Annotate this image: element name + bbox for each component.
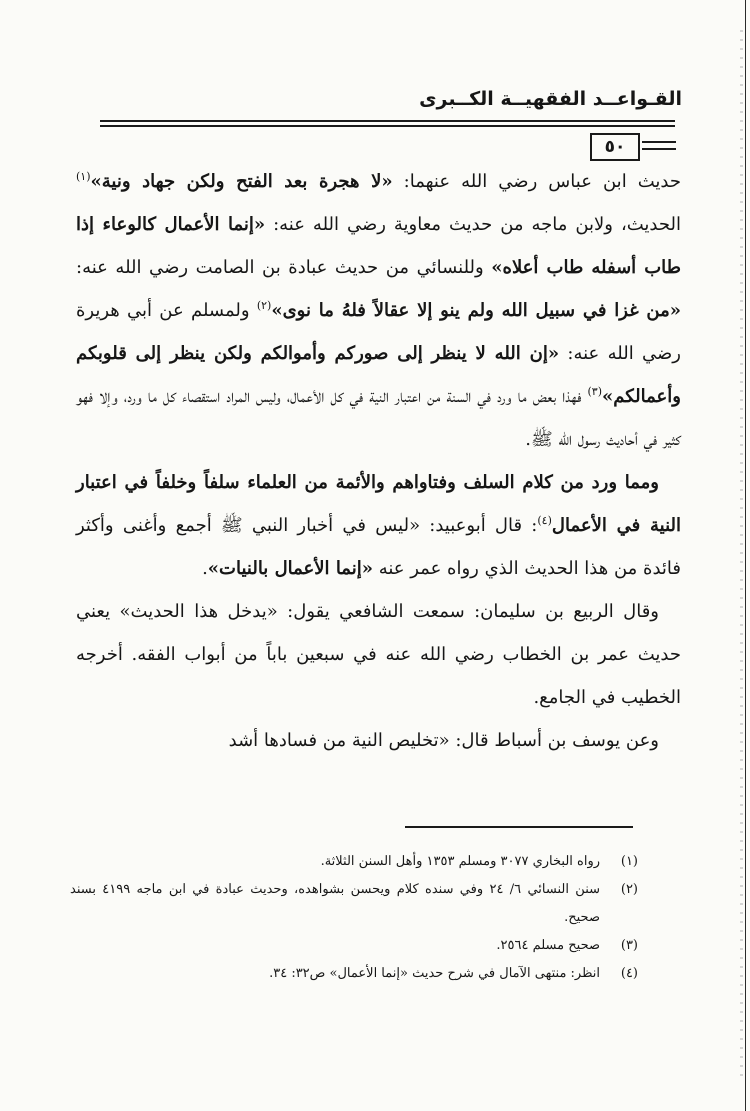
bold-lead: ومما ورد من كلام السلف وفتاواهم والأئمة من العلماء سلفاً وخلفاً في اعتبار النية في الأعمال [76,472,681,536]
hadith-quote: «من غزا في سبيل الله ولم ينو إلا عقالاً فلهُ ما نوى» [271,300,682,321]
footnote-ref: (٤) [537,514,552,527]
footnote-text: صحيح مسلم ٢٥٦٤. [496,938,600,953]
footnote-ref: (٢) [256,299,272,312]
footnote-text: سنن النسائي ٦/ ٢٤ وفي سنده كلام ويحسن بشواهده، وحديث عبادة في ابن ماجه ٤١٩٩ بسند صحيح. [70,882,601,925]
page-edge-line [745,0,746,1111]
footnote-number: (٤) [620,966,638,981]
footnote-item [70,876,638,932]
hadith-quote: «إن الله لا ينظر إلى صوركم وأموالكم ولكن ينظر إلى قلوبكم وأعمالكم» [76,343,681,407]
footnote-text: انظر: منتهى الآمال في شرح حديث «إنما الأعمال» ص٣٢: ٣٤. [269,966,600,981]
header-rule-top [100,120,675,122]
paragraph-shafii: وقال الربيع بن سليمان: سمعت الشافعي يقول: «يدخل هذا الحديث» يعني حديث عمر بن الخطاب رضي الله عنه في سبعين باباً من أبواب الفقه. أخرجه الخطيب في الجامع. [76,601,681,708]
hadith-quote: «لا هجرة بعد الفتح ولكن جهاد ونية» [90,171,393,192]
footnote-item [70,960,638,988]
paragraph-hadith-citations: حديث ابن عباس رضي الله عنهما: «لا هجرة بعد الفتح ولكن جهاد ونية»$^{(١)}$ الحديث، ولابن ماجه من حديث معاوية رضي الله عنه: «إنما الأعمال كالوعاء إذا طاب أسفله طاب أعلاه» وللنسائي من حديث عبادة بن الصامت رضي الله عنه: «من غزا في سبيل الله ولم ينو إلا عقالاً فلهُ ما نوى»$^{(٢)}$ ولمسلم عن أبي هريرة رضي الله عنه: «إن الله لا ينظر إلى صوركم وأموالكم ولكن ينظر إلى قلوبكم وأعمالكم»$^{(٣)}$ فهذا بعض ما ورد في السنة من اعتبار النية في كل الأعمال، وليس المراد استقصاء كل ما ورد، وإلا فهو كثير في أحاديث رسول الله ﷺ. [76,170,682,450]
footnote-separator [405,826,633,828]
hadith-quote: «إنما الأعمال كالوعاء إذا طاب أسفله طاب أعلاه» [76,214,681,278]
footnote-number: (٣) [620,938,638,953]
running-header: القـواعــد الفقهيــة الكــبرى [419,88,682,110]
footnote-text: رواه البخاري ٣٠٧٧ ومسلم ١٣٥٣ وأهل السنن الثلاثة. [320,854,600,869]
scan-edge-noise [740,30,743,1080]
page-number-dash-bottom [642,148,676,150]
paragraph-salaf-sayings: ومما ورد من كلام السلف وفتاواهم والأئمة من العلماء سلفاً وخلفاً في اعتبار النية في الأعمال$^{(٤)}$: قال أبوعبيد: «ليس في أخبار النبي ﷺ أجمع وأغنى وأكثر فائدة من هذا الحديث الذي رواه عمر عنه «إنما الأعمال بالنيات». [76,472,681,579]
footnote-ref: (٣) [587,385,603,398]
hadith-quote: «إنما الأعمال بالنيات» [207,558,373,579]
footnote-number: (١) [620,854,638,869]
header-rule-bottom [100,125,675,127]
footnote-item [70,932,638,960]
footnote-number: (٢) [620,882,638,897]
footnote-ref: (١) [76,170,91,183]
main-text [76,160,681,762]
page-number-dash-top [642,141,676,143]
footnotes [70,848,638,988]
paragraph-yusuf-asbat: وعن يوسف بن أسباط قال: «تخليص النية من فسادها أشد [228,730,659,751]
page-number: ٥٠ [590,133,640,161]
footnote-item [70,848,638,876]
